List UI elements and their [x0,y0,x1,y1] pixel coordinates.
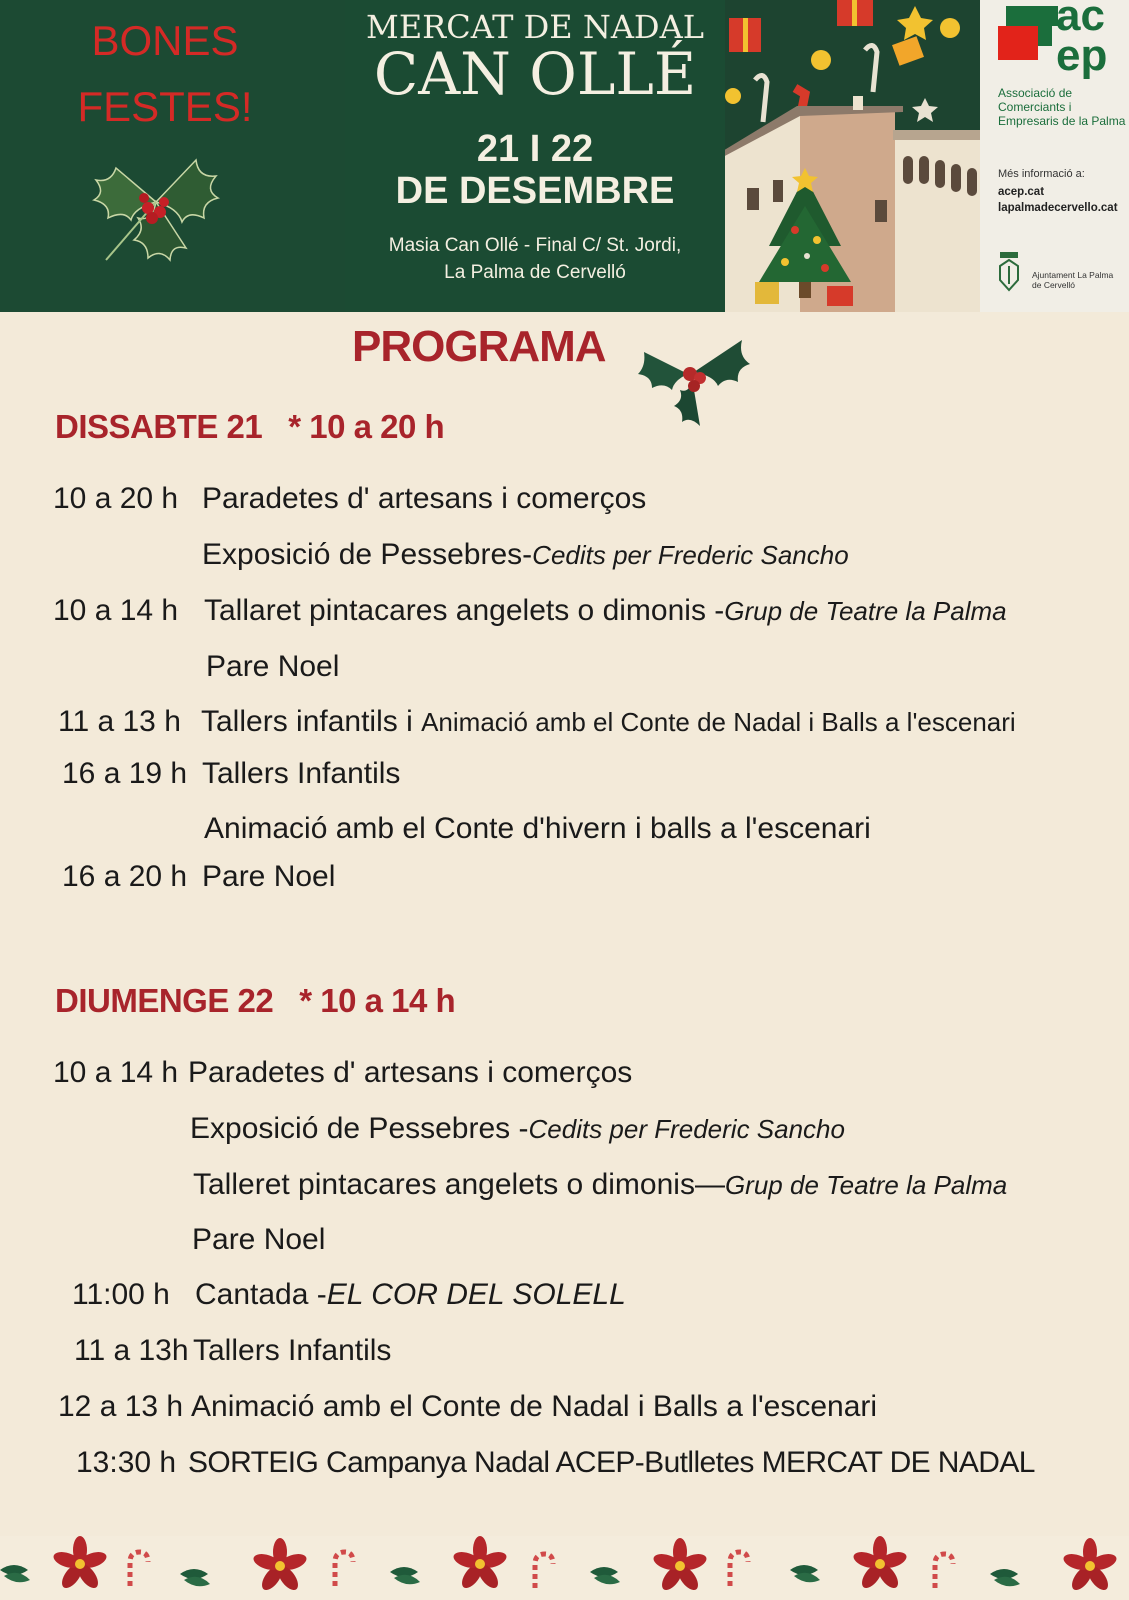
greeting-line-2: FESTES! [77,83,253,130]
schedule-time: 16 a 19 h [62,757,188,790]
activity-text: Paradetes d' artesans i comerços [188,1056,633,1089]
activity-extra: Animació amb el Conte de Nadal i Balls a l'escenari [421,707,1016,737]
schedule-activity [202,860,335,894]
activity-text: Exposició de Pessebres - [190,1112,529,1145]
activity-text: Pare Noel [202,860,336,893]
schedule-activity [193,1334,391,1368]
program-title: PROGRAMA [352,322,606,371]
more-info-label: Més informació a: [998,168,1085,180]
schedule-time: 10 a 20 h [53,482,179,515]
activity-text: Tallers infantils i [201,705,422,738]
activity-credit: Grup de Teatre la Palma [724,1170,1008,1200]
activity-text: Pare Noel [206,650,340,683]
header-banner [0,0,1129,312]
greeting [40,8,290,140]
schedule-activity [195,1278,626,1312]
event-dates: 21 I 22 [476,128,594,170]
location-line-2: La Palma de Cervelló [444,262,626,283]
schedule-activity [202,757,400,791]
activity-credit: EL COR DEL SOLELL [326,1278,626,1311]
event-title-line-2: CAN OLLÉ [373,40,697,108]
greeting-line-1: BONES [91,17,239,64]
schedule-activity [191,1390,877,1424]
schedule-time: 13:30 h [76,1446,177,1479]
schedule-time: 10 a 14 h [53,594,179,627]
activity-credit: Cedits per Frederic Sancho [528,1114,845,1144]
saturday-hours: * 10 a 20 h [288,408,445,445]
schedule-time: 11:00 h [72,1278,170,1311]
activity-credit: Grup de Teatre la Palma [724,596,1007,626]
activity-text: SORTEIG Campanya Nadal ACEP-Butlletes MERCAT DE NADAL [188,1446,1035,1479]
location-line-1: Masia Can Ollé - Final C/ St. Jordi, [388,235,682,256]
council-crest-icon [998,250,1020,294]
sunday-title: DIUMENGE 22 [55,982,274,1019]
saturday-heading [55,408,444,446]
event-title-block [345,0,725,312]
schedule-time: 12 a 13 h [58,1390,184,1423]
schedule-activity [202,538,849,572]
schedule-time: 10 a 14 h [53,1056,179,1089]
sponsor-panel [980,0,1129,312]
christmas-house-illustration [725,0,980,312]
schedule-activity [204,812,871,846]
decorative-footer-border [0,1536,1129,1600]
activity-text: Animació amb el Conte de Nadal i Balls a l'escenari [191,1390,878,1423]
activity-text: Tallers Infantils [202,757,401,790]
activity-text: Tallaret pintacares angelets o dimonis - [204,594,725,627]
event-month: DE DESEMBRE [395,170,675,212]
schedule-time: 11 a 13h [74,1334,189,1367]
activity-text: Talleret pintacares angelets o dimonis— [193,1168,725,1201]
activity-text: Tallers Infantils [193,1334,392,1367]
schedule-activity [202,482,646,516]
schedule-activity [193,1168,1007,1202]
schedule-activity [188,1056,632,1090]
sunday-heading [55,982,455,1020]
activity-text: Cantada - [195,1278,327,1311]
saturday-title: DISSABTE 21 [55,408,263,445]
acep-logo-bar-vertical [1038,6,1052,46]
schedule-time: 11 a 13 h [58,705,181,738]
sponsor-name: Associació de Comerciants i Empresaris de la Palma [998,86,1126,128]
holly-icon [86,138,226,266]
holly-icon [638,330,750,426]
schedule-activity [204,594,1007,628]
schedule-activity [188,1446,1035,1480]
event-title-line-1: MERCAT DE NADAL [366,8,704,46]
acep-logo-text: ac ep [1056,0,1108,80]
activity-text: Exposició de Pessebres- [202,538,533,571]
schedule-activity [201,705,1016,739]
schedule-activity [206,650,339,684]
activity-text: Animació amb el Conte d'hivern i balls a l'escenari [204,812,871,845]
schedule-activity [190,1112,845,1146]
sunday-hours: * 10 a 14 h [299,982,456,1019]
activity-text: Pare Noel [192,1223,326,1256]
sponsor-link-lapalma[interactable]: lapalmadecervello.cat [998,202,1118,214]
schedule-time: 16 a 20 h [62,860,188,893]
activity-text: Paradetes d' artesans i comerços [202,482,647,515]
activity-credit: Cedits per Frederic Sancho [532,540,849,570]
schedule-activity [192,1223,325,1257]
council-name: Ajuntament La Palma de Cervelló [1032,270,1114,290]
sponsor-link-acep[interactable]: acep.cat [998,186,1045,198]
acep-logo-square [998,26,1038,60]
poinsettia-pattern-icon [0,1536,1129,1600]
